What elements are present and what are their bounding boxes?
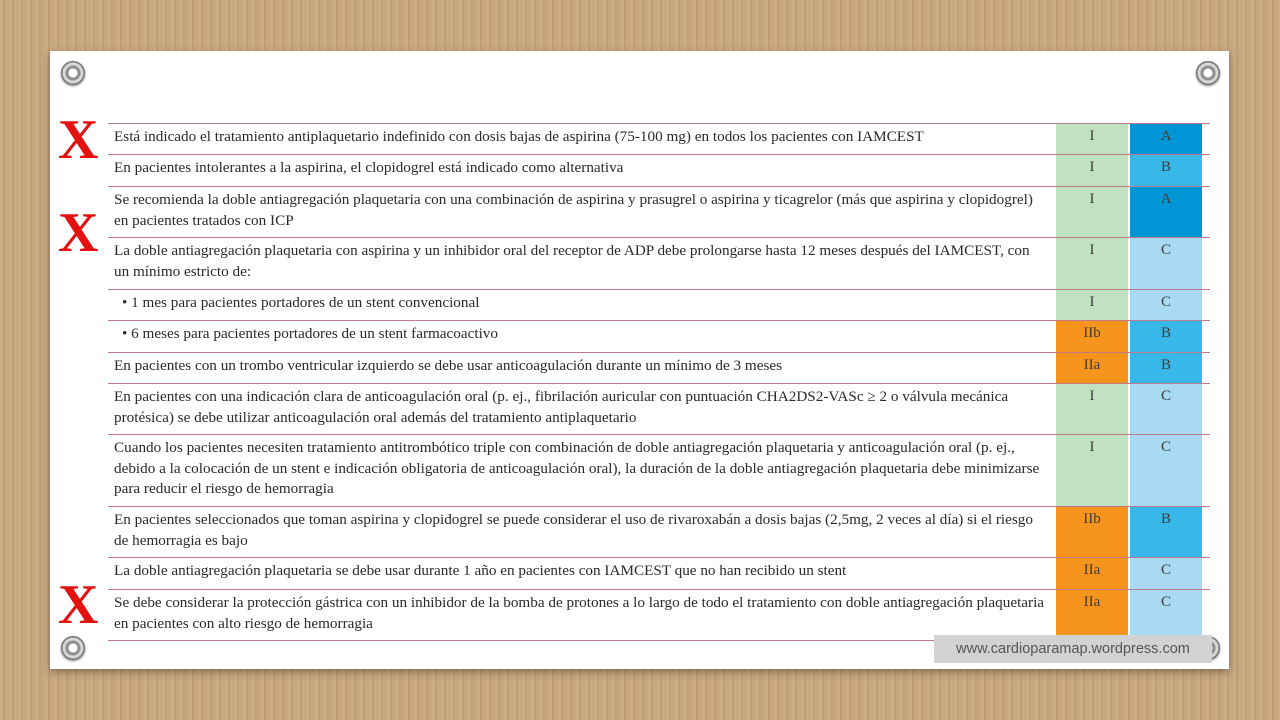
table-row: [108, 353, 1210, 384]
website-url[interactable]: www.cardioparamap.wordpress.com: [934, 635, 1212, 663]
pushpin-icon: [61, 61, 85, 85]
class-cell: IIb: [1056, 507, 1128, 557]
table-row: [108, 123, 1210, 155]
recommendation-text: En pacientes seleccionados que toman aspirina y clopidogrel se puede considerar el uso de rivaroxabán a dosis bajas (2,5mg, 2 veces al día) si el riesgo de hemorragia es bajo: [114, 511, 1033, 549]
level-cell: C: [1130, 590, 1202, 640]
class-cell: IIa: [1056, 590, 1128, 640]
x-mark-icon: X: [58, 109, 99, 171]
recommendation-text: Está indicado el tratamiento antiplaquetario indefinido con dosis bajas de aspirina (75-100 mg) en todos los pacientes con IAMCEST: [114, 128, 924, 145]
table-row: [108, 590, 1210, 641]
level-cell: C: [1130, 290, 1202, 320]
recommendation-text: • 1 mes para pacientes portadores de un stent convencional: [122, 294, 480, 311]
recommendation-text: • 6 meses para pacientes portadores de un stent farmacoactivo: [122, 325, 498, 342]
level-cell: A: [1130, 124, 1202, 154]
table-row: [108, 384, 1210, 435]
table-row: [108, 187, 1210, 238]
class-cell: I: [1056, 187, 1128, 237]
recommendation-text: En pacientes intolerantes a la aspirina, el clopidogrel está indicado como alternativa: [114, 159, 624, 176]
x-mark-icon: X: [58, 574, 99, 636]
table-row: [108, 155, 1210, 187]
recommendation-text: Se recomienda la doble antiagregación plaquetaria con una combinación de aspirina y prasugrel o aspirina y ticagrelor (más que aspirina y clopidogrel) en pacientes tratados con ICP: [114, 191, 1033, 229]
recommendation-text: Se debe considerar la protección gástrica con un inhibidor de la bomba de protones a lo largo de todo el tratamiento con doble antiagregación plaquetaria en pacientes con alto riesgo de hemorragia: [114, 594, 1045, 632]
class-cell: I: [1056, 384, 1128, 434]
recommendation-text: En pacientes con una indicación clara de anticoagulación oral (p. ej., fibrilación auricular con puntuación CHA2DS2-VASc ≥ 2 o válvula mecánica protésica) se debe utilizar anticoagulación oral además del tratamiento antiplaquetario: [114, 388, 1009, 426]
table-row: [108, 558, 1210, 590]
level-cell: B: [1130, 507, 1202, 557]
recommendation-text: La doble antiagregación plaquetaria se debe usar durante 1 año en pacientes con IAMCEST que no han recibido un stent: [114, 562, 847, 579]
level-cell: B: [1130, 155, 1202, 186]
level-cell: B: [1130, 321, 1202, 352]
level-cell: C: [1130, 238, 1202, 289]
recommendation-text: En pacientes con un trombo ventricular izquierdo se debe usar anticoagulación durante un mínimo de 3 meses: [114, 357, 783, 374]
level-cell: C: [1130, 384, 1202, 434]
recommendations-table: [108, 123, 1210, 641]
level-cell: C: [1130, 435, 1202, 506]
level-cell: A: [1130, 187, 1202, 237]
table-row: [108, 321, 1210, 353]
class-cell: IIb: [1056, 321, 1128, 352]
pushpin-icon: [1196, 61, 1220, 85]
table-row: [108, 507, 1210, 558]
table-row: [108, 290, 1210, 321]
level-cell: B: [1130, 353, 1202, 383]
class-cell: IIa: [1056, 353, 1128, 383]
recommendation-text: Cuando los pacientes necesiten tratamiento antitrombótico triple con combinación de doble antiagregación plaquetaria y anticoagulación oral (p. ej., debido a la colocación de un stent e indicación obligatoria de anticoagulación oral), la duración de la doble antiagregación plaquetaria debe minimizarse para reducir el riesgo de hemorragia: [114, 439, 1040, 497]
table-row: [108, 435, 1210, 507]
class-cell: I: [1056, 435, 1128, 506]
table-row: [108, 238, 1210, 290]
class-cell: I: [1056, 124, 1128, 154]
level-cell: C: [1130, 558, 1202, 589]
recommendation-text: La doble antiagregación plaquetaria con aspirina y un inhibidor oral del receptor de ADP debe prolongarse hasta 12 meses después del IAMCEST, con un mínimo estricto de:: [114, 242, 1030, 280]
class-cell: I: [1056, 290, 1128, 320]
class-cell: IIa: [1056, 558, 1128, 589]
x-mark-icon: X: [58, 202, 99, 264]
class-cell: I: [1056, 155, 1128, 186]
class-cell: I: [1056, 238, 1128, 289]
pushpin-icon: [61, 636, 85, 660]
